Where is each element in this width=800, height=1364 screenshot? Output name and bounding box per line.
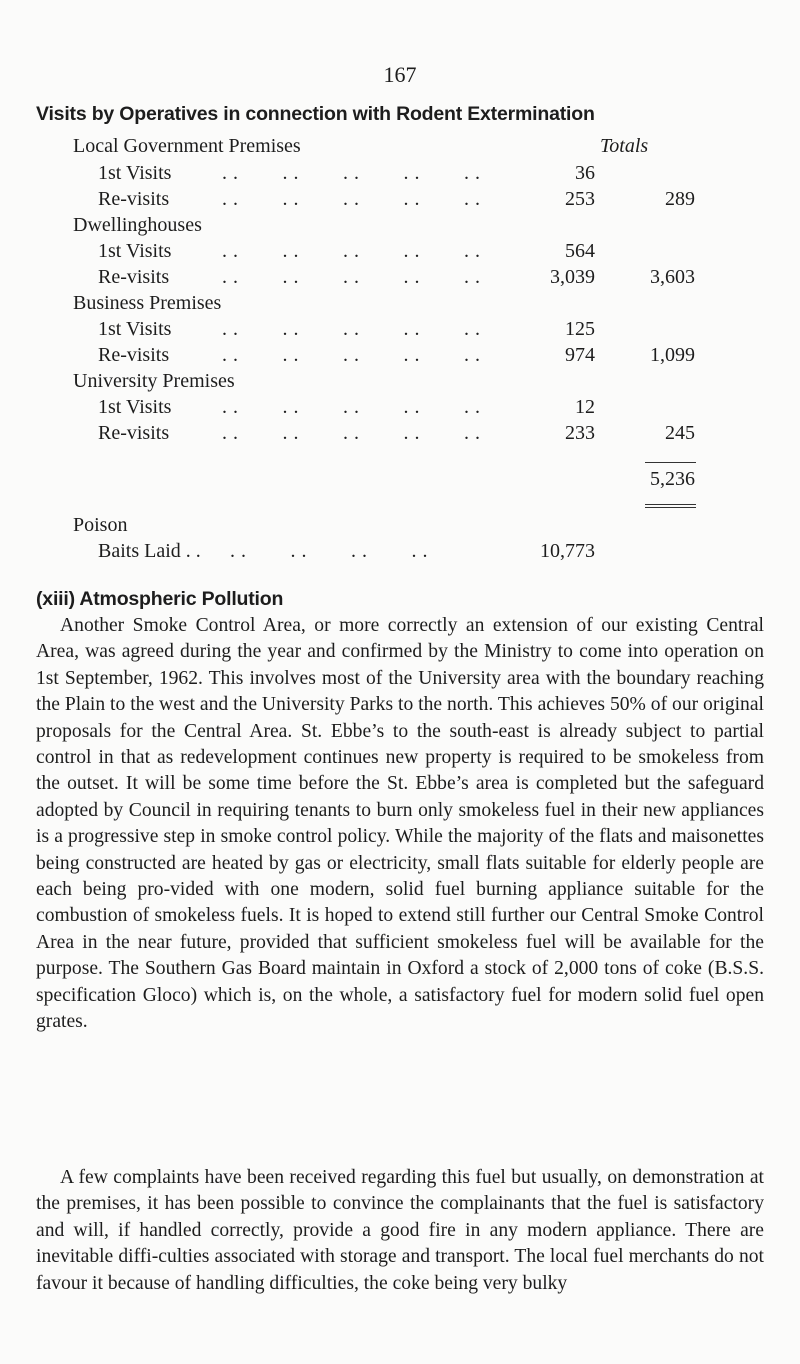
group-label: University Premises xyxy=(73,370,235,392)
leader-dots: . . . . . . . . . . xyxy=(222,396,481,418)
row-total: 3,603 xyxy=(650,266,695,288)
row-value: 564 xyxy=(565,240,595,262)
grand-total: 5,236 xyxy=(650,468,695,490)
group-row xyxy=(0,214,800,240)
paragraph: A few complaints have been received regarding this fuel but usually, on demonstration at the premises, it has been possible to convince the complainants that the fuel is satisfactory and will, if handled correctly, provide a good fire in any modern appliance. There are inevitable diffi-culties associated with storage and transport. The local fuel merchants do not favour it because of handling difficulties, the coke being very bulky xyxy=(36,1167,764,1294)
group-label: Local Government Premises xyxy=(73,135,301,157)
leader-dots: . . . . . . . . . . xyxy=(222,266,481,288)
table-heading: Visits by Operatives in connection with Rodent Extermination xyxy=(36,103,595,125)
totals-header: Totals xyxy=(600,135,649,157)
row-value: 36 xyxy=(575,162,595,184)
row-label: 1st Visits xyxy=(98,318,172,340)
row-label: Re-visits xyxy=(98,344,170,366)
row-value: 233 xyxy=(565,422,595,444)
leader-dots: . . . . . . . . . . xyxy=(222,240,481,262)
row-value: 3,039 xyxy=(550,266,595,288)
table-row xyxy=(0,396,800,422)
row-total: 1,099 xyxy=(650,344,695,366)
row-label: Re-visits xyxy=(98,266,170,288)
group-row xyxy=(0,135,800,161)
table-row xyxy=(0,422,800,448)
row-value: 12 xyxy=(575,396,595,418)
table-row xyxy=(0,188,800,214)
table-row xyxy=(0,266,800,292)
page-number: 167 xyxy=(383,62,417,87)
group-label: Business Premises xyxy=(73,292,222,314)
leader-dots: . . . . . . . . . . xyxy=(222,162,481,184)
sum-rule xyxy=(645,462,696,463)
row-label: 1st Visits xyxy=(98,396,172,418)
table-row xyxy=(0,240,800,266)
group-row xyxy=(0,370,800,396)
row-label: Re-visits xyxy=(98,188,170,210)
table-row xyxy=(0,344,800,370)
leader-dots: . . . . . . . . . . xyxy=(222,344,481,366)
row-label: 1st Visits xyxy=(98,162,172,184)
row-value: 253 xyxy=(565,188,595,210)
row-value: 125 xyxy=(565,318,595,340)
row-label: Baits Laid . . xyxy=(98,540,201,562)
row-label: Re-visits xyxy=(98,422,170,444)
row-total: 289 xyxy=(665,188,695,210)
group-label: Poison xyxy=(73,514,128,536)
group-row xyxy=(0,514,800,540)
row-value: 10,773 xyxy=(540,540,595,562)
table-row xyxy=(0,540,800,566)
leader-dots: . . . . . . . . . . xyxy=(222,318,481,340)
double-rule-top xyxy=(645,504,696,505)
double-rule-bottom xyxy=(645,507,696,508)
paragraph: Another Smoke Control Area, or more correctly an extension of our existing Central Area, was agreed during the year and confirmed by the Ministry to come into operation on 1st September, 1962. This involves most of the University area with the boundary reaching the Plain to the west and the University Parks to the north. This achieves 50% of our original proposals for the Central Area. St. Ebbe’s to the south-east is already subject to partial control in that as redevelopment continues new property is required to be smokeless from the outset. It will be some time before the St. Ebbe’s area is completed but the safeguard adopted by Council in requiring tenants to burn only smokeless fuel in their new appliances is a progressive step in smoke control policy. While the majority of the flats and maisonettes being constructed are heated by gas or electricity, small flats suitable for elderly people are each being pro-vided with one modern, solid fuel burning appliance suitable for the combustion of smokeless fuels. It is hoped to extend still further our Central Smoke Control Area in the near future, provided that sufficient smokeless fuel will be available for the purpose. The Southern Gas Board maintain in Oxford a stock of 2,000 tons of coke (B.S.S. specification Gloco) which is, on the whole, a satisfactory fuel for modern solid fuel open grates. xyxy=(36,615,764,1033)
table-row xyxy=(0,318,800,344)
leader-dots: . . . . . . . . . . xyxy=(222,422,481,444)
leader-dots: . . . . . . . . xyxy=(230,540,428,562)
section-heading: (xiii) Atmospheric Pollution xyxy=(36,588,284,610)
row-total: 245 xyxy=(665,422,695,444)
row-value: 974 xyxy=(565,344,595,366)
group-label: Dwellinghouses xyxy=(73,214,202,236)
group-row xyxy=(0,292,800,318)
table-row xyxy=(0,162,800,188)
row-label: 1st Visits xyxy=(98,240,172,262)
grand-total-row xyxy=(0,468,800,494)
leader-dots: . . . . . . . . . . xyxy=(222,188,481,210)
